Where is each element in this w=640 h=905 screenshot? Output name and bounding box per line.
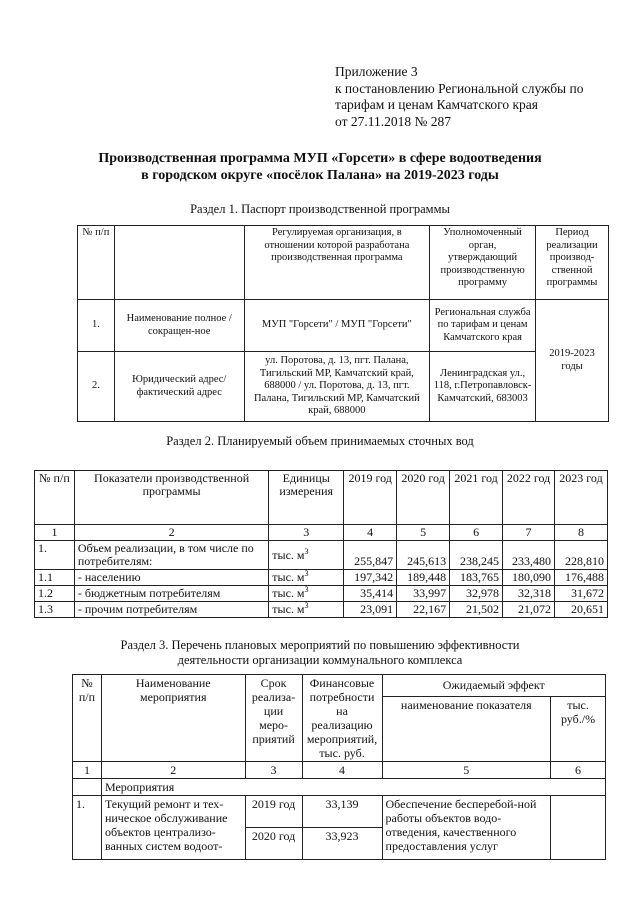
volume-value: 197,342 <box>344 570 397 586</box>
volume-value: 228,810 <box>555 541 608 570</box>
measures-row-effect: Обеспечение бесперебой-ной работы объектов водо-отведения, качественного предоставления услуг <box>382 796 551 860</box>
volume-row-other <box>35 602 608 618</box>
document-title <box>0 150 640 184</box>
passport-table <box>77 225 609 422</box>
volume-header-2023: 2023 год <box>555 471 608 525</box>
passport-row-1 <box>78 300 609 352</box>
volume-colnum: 5 <box>397 525 450 541</box>
volume-value: 183,765 <box>450 570 503 586</box>
measures-row-fin-2019: 33,139 <box>302 796 382 828</box>
volume-header-2021: 2021 год <box>450 471 503 525</box>
measures-header-num: № п/п <box>73 675 102 762</box>
passport-header-period: Период реализации производ-ственной программы <box>536 226 609 300</box>
measures-colnum: 3 <box>245 762 302 779</box>
title-line-2: в городском округе «посёлок Палана» на 2019-2023 годы <box>141 168 499 183</box>
passport-row-2-org: ул. Поротова, д. 13, пгт. Палана, Тигильский МР, Камчатский край, 688000 / ул. Поротова, д. 13, пгт. Палана, Тигильский МР, Камчатский край, 688000 <box>244 352 430 422</box>
volume-row-unit: тыс. $м^3$ <box>269 570 344 586</box>
volume-header-2020: 2020 год <box>397 471 450 525</box>
passport-header-auth: Уполномоченный орган, утверждающий производственную программу <box>430 226 536 300</box>
passport-row-1-label: Наименование полное / сокращен-ное <box>114 300 244 352</box>
passport-row-2-auth: Ленинградская ул., 118, г.Петропавловск-Камчатский, 683003 <box>430 352 536 422</box>
measures-colnum: 4 <box>302 762 382 779</box>
volume-header-row <box>35 471 608 525</box>
passport-row-1-auth: Региональная служба по тарифам и ценам Камчатского края <box>430 300 536 352</box>
title-line-1: Производственная программа МУП «Горсети» в сфере водоотведения <box>98 151 542 166</box>
volume-row-name: - населению <box>74 570 268 586</box>
measures-header-effect-value: тыс. руб./% <box>551 696 606 761</box>
measures-table <box>72 674 606 860</box>
measures-row-num: 1. <box>73 796 102 860</box>
passport-period-value: 2019-2023 годы <box>536 300 609 422</box>
volume-value: 255,847 <box>344 541 397 570</box>
measures-group-row <box>73 779 606 796</box>
volume-value: 233,480 <box>503 541 555 570</box>
volume-colnum: 3 <box>269 525 344 541</box>
volume-row-unit: тыс. $м^3$ <box>269 541 344 570</box>
volume-value: 21,502 <box>450 602 503 618</box>
measures-header-row-1 <box>73 675 606 697</box>
measures-row-fin-2020: 33,923 <box>302 828 382 860</box>
measures-header-effect: Ожидаемый эффект <box>382 675 605 697</box>
measures-header-effect-name: наименование показателя <box>382 696 551 761</box>
measures-group-empty <box>73 779 102 796</box>
volume-colnum: 2 <box>74 525 268 541</box>
volume-row-population <box>35 570 608 586</box>
volume-value: 33,997 <box>397 586 450 602</box>
volume-row-name: - прочим потребителям <box>74 602 268 618</box>
appendix-line-4: от 27.11.2018 № 287 <box>335 113 451 129</box>
section3-heading-line-2: деятельности организации коммунального комплекса <box>177 653 463 667</box>
volume-header-name: Показатели производственной программы <box>74 471 268 525</box>
volume-value: 21,072 <box>503 602 555 618</box>
measures-header-term: Срок реализа-ции меро-приятий <box>245 675 302 762</box>
volume-value: 189,448 <box>397 570 450 586</box>
volume-value: 238,245 <box>450 541 503 570</box>
volume-row-unit: тыс. $м^3$ <box>269 602 344 618</box>
measures-colnum: 5 <box>382 762 551 779</box>
passport-row-1-org: МУП "Горсети" / МУП "Горсети" <box>244 300 430 352</box>
measures-row-term-2019: 2019 год <box>245 796 302 828</box>
volume-value: 245,613 <box>397 541 450 570</box>
volume-colnum: 1 <box>35 525 75 541</box>
measures-group-label: Мероприятия <box>101 779 605 796</box>
measures-row-effect-value <box>551 796 606 860</box>
passport-row-2 <box>78 352 609 422</box>
appendix-line-3: тарифам и ценам Камчатского края <box>335 97 538 112</box>
passport-row-2-label: Юридический адрес/фактический адрес <box>114 352 244 422</box>
measures-colnum: 1 <box>73 762 102 779</box>
volume-row-name: - бюджетным потребителям <box>74 586 268 602</box>
volume-value: 20,651 <box>555 602 608 618</box>
measures-row-name: Текущий ремонт и тех-ническое обслуживание объектов централизо-ванных систем водоот- <box>101 796 245 860</box>
section3-heading-line-1: Раздел 3. Перечень плановых мероприятий по повышению эффективности <box>120 638 520 652</box>
measures-row-1a <box>73 796 606 828</box>
appendix-line-2: к постановлению Региональной службы по <box>335 80 584 96</box>
volume-row-unit: тыс. $м^3$ <box>269 586 344 602</box>
volume-colnum-row <box>35 525 608 541</box>
section1-heading: Раздел 1. Паспорт производственной программы <box>190 202 450 216</box>
volume-value: 22,167 <box>397 602 450 618</box>
passport-row-2-num: 2. <box>78 352 115 422</box>
passport-header-row <box>78 226 609 300</box>
volume-row-total <box>35 541 608 570</box>
volume-value: 23,091 <box>344 602 397 618</box>
volume-row-num: 1. <box>35 541 75 570</box>
measures-colnum-row <box>73 762 606 779</box>
appendix-line-1: Приложение 3 <box>335 64 418 79</box>
passport-header-org: Регулируемая организация, в отношении которой разработана производственная программа <box>244 226 430 300</box>
volume-header-2022: 2022 год <box>503 471 555 525</box>
volume-value: 180,090 <box>503 570 555 586</box>
volume-value: 32,318 <box>503 586 555 602</box>
passport-header-num: № п/п <box>78 226 115 300</box>
volume-colnum: 7 <box>503 525 555 541</box>
volume-colnum: 4 <box>344 525 397 541</box>
volume-value: 31,672 <box>555 586 608 602</box>
volume-value: 35,414 <box>344 586 397 602</box>
passport-row-1-num: 1. <box>78 300 115 352</box>
section2-heading: Раздел 2. Планируемый объем принимаемых сточных вод <box>166 434 474 448</box>
volume-header-num: № п/п <box>35 471 75 525</box>
measures-colnum: 6 <box>551 762 606 779</box>
section3-heading <box>0 638 640 668</box>
volume-row-num: 1.3 <box>35 602 75 618</box>
volume-value: 176,488 <box>555 570 608 586</box>
appendix-block <box>335 64 583 130</box>
volume-colnum: 8 <box>555 525 608 541</box>
passport-header-empty <box>114 226 244 300</box>
volume-row-num: 1.2 <box>35 586 75 602</box>
measures-header-fin: Финансовые потребности на реализацию мероприятий, тыс. руб. <box>302 675 382 762</box>
volume-row-num: 1.1 <box>35 570 75 586</box>
volume-row-name: Объем реализации, в том числе по потребителям: <box>74 541 268 570</box>
volume-header-unit: Единицы измерения <box>269 471 344 525</box>
volume-table <box>34 470 608 618</box>
measures-row-term-2020: 2020 год <box>245 828 302 860</box>
measures-colnum: 2 <box>101 762 245 779</box>
measures-header-name: Наименование мероприятия <box>101 675 245 762</box>
volume-colnum: 6 <box>450 525 503 541</box>
volume-header-2019: 2019 год <box>344 471 397 525</box>
volume-row-budget <box>35 586 608 602</box>
volume-value: 32,978 <box>450 586 503 602</box>
